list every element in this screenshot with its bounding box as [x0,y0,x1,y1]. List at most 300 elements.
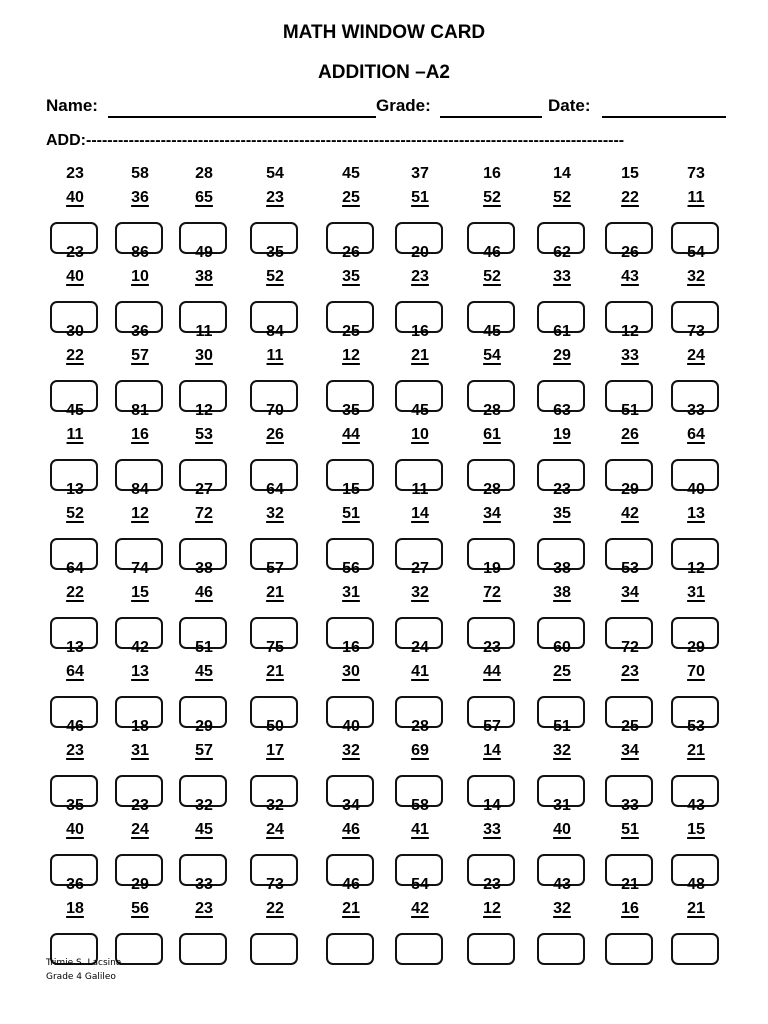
addend-bottom-value: 23 [66,742,84,759]
addend-bottom-value: 69 [411,742,429,759]
addend-bottom [395,427,445,443]
addend-top: 45 [66,402,84,419]
addend-bottom-value: 33 [621,347,639,364]
addend-bottom [250,743,300,759]
addend-bottom [115,664,165,680]
addend-bottom [537,269,587,285]
addend-bottom [179,901,229,917]
addend-bottom-value: 12 [483,900,501,917]
addend-bottom-value: 19 [553,426,571,443]
addend-bottom-value: 40 [66,189,84,206]
addend-bottom [50,269,100,285]
addend-top: 36 [131,323,149,340]
addend-bottom [605,822,655,838]
addend-bottom-value: 32 [687,268,705,285]
addend-top: 57 [483,718,501,735]
addend-top: 54 [687,244,705,261]
answer-box[interactable] [395,933,443,965]
answer-box[interactable] [467,933,515,965]
addend-top: 23 [131,797,149,814]
author-credit: Trimie S. Lacsina [46,958,122,968]
addend-bottom [671,585,721,601]
addend-top: 51 [195,639,213,656]
addend-top: 23 [66,244,84,261]
addend-top: 16 [342,639,360,656]
addend-top: 13 [66,639,84,656]
addend-bottom [605,506,655,522]
addend-bottom [395,901,445,917]
addend-top: 54 [266,165,284,182]
addend-bottom-value: 51 [621,821,639,838]
addend-bottom-value: 52 [66,505,84,522]
addend-top: 21 [621,876,639,893]
addend-top: 34 [342,797,360,814]
addend-top: 33 [195,876,213,893]
addend-bottom-value: 38 [553,584,571,601]
addend-bottom-value: 45 [195,663,213,680]
addend-top: 50 [266,718,284,735]
addend-top: 61 [553,323,571,340]
addend-bottom [605,585,655,601]
addend-top: 35 [66,797,84,814]
addend-bottom-value: 24 [131,821,149,838]
addend-bottom-value: 32 [342,742,360,759]
addend-bottom [395,348,445,364]
addend-top: 63 [553,402,571,419]
addend-bottom [395,822,445,838]
addend-bottom-value: 51 [411,189,429,206]
addend-bottom [671,664,721,680]
addend-bottom-value: 31 [131,742,149,759]
addend-bottom [50,506,100,522]
addend-bottom-value: 64 [66,663,84,680]
addend-bottom-value: 51 [342,505,360,522]
addend-bottom-value: 36 [131,189,149,206]
addend-top: 29 [131,876,149,893]
addend-bottom [179,743,229,759]
addend-bottom [605,743,655,759]
addend-bottom-value: 52 [483,268,501,285]
answer-box[interactable] [605,933,653,965]
addend-top: 54 [411,876,429,893]
addend-bottom-value: 33 [553,268,571,285]
addend-top: 57 [266,560,284,577]
addend-bottom-value: 40 [66,268,84,285]
addend-bottom-value: 72 [483,584,501,601]
addend-bottom [467,822,517,838]
addend-bottom-value: 21 [266,584,284,601]
addend-bottom [50,585,100,601]
addend-bottom-value: 22 [66,584,84,601]
addend-bottom [537,190,587,206]
addend-bottom-value: 42 [411,900,429,917]
addend-bottom [115,585,165,601]
addend-bottom-value: 41 [411,663,429,680]
addend-top: 26 [342,244,360,261]
addend-top: 84 [266,323,284,340]
addend-bottom [395,190,445,206]
addend-top: 31 [553,797,571,814]
addend-bottom [671,822,721,838]
addend-bottom [115,506,165,522]
addend-bottom-value: 32 [553,900,571,917]
addend-bottom-value: 23 [621,663,639,680]
addend-bottom-value: 26 [266,426,284,443]
addend-top: 28 [195,165,213,182]
addend-bottom [250,269,300,285]
addend-bottom [671,269,721,285]
addend-top: 73 [687,323,705,340]
addend-top: 12 [621,323,639,340]
worksheet-title: MATH WINDOW CARD [282,22,486,43]
addend-top: 74 [131,560,149,577]
addend-bottom-value: 14 [411,505,429,522]
addend-bottom-value: 17 [266,742,284,759]
addend-bottom-value: 25 [553,663,571,680]
addend-top: 84 [131,481,149,498]
addend-top: 37 [411,165,429,182]
addend-top: 12 [195,402,213,419]
addend-top: 26 [621,244,639,261]
addend-bottom [605,190,655,206]
addend-top: 23 [483,876,501,893]
add-instruction: ADD:----------------------------------------------------------------------------------------------------- [46,132,625,149]
addend-top: 53 [621,560,639,577]
addend-top: 29 [195,718,213,735]
addend-top: 18 [131,718,149,735]
addend-bottom [179,506,229,522]
addend-bottom [50,348,100,364]
addend-top: 27 [195,481,213,498]
addend-top: 20 [411,244,429,261]
addend-top: 58 [411,797,429,814]
addend-bottom [250,664,300,680]
addend-bottom-value: 24 [266,821,284,838]
addend-bottom-value: 34 [621,742,639,759]
addend-bottom-value: 21 [342,900,360,917]
addend-bottom-value: 21 [411,347,429,364]
addend-bottom-value: 43 [621,268,639,285]
addend-bottom [50,664,100,680]
addend-bottom-value: 52 [483,189,501,206]
addend-top: 49 [195,244,213,261]
addend-top: 32 [266,797,284,814]
addend-bottom-value: 21 [266,663,284,680]
addend-bottom [326,190,376,206]
addend-bottom-value: 57 [195,742,213,759]
addend-top: 73 [266,876,284,893]
addend-bottom [326,901,376,917]
addend-top: 28 [483,402,501,419]
grade-label: Grade: [376,96,431,115]
addend-top: 16 [411,323,429,340]
addend-bottom [467,506,517,522]
addend-top: 36 [66,876,84,893]
addend-bottom-value: 22 [621,189,639,206]
name-label: Name: [46,96,98,115]
addend-bottom-value: 12 [342,347,360,364]
addend-bottom-value: 40 [553,821,571,838]
addend-bottom [115,190,165,206]
addend-bottom-value: 24 [687,347,705,364]
addend-bottom-value: 35 [553,505,571,522]
addend-bottom [671,506,721,522]
addend-top: 12 [687,560,705,577]
addend-top: 45 [411,402,429,419]
addend-bottom-value: 22 [266,900,284,917]
addend-bottom [250,190,300,206]
addend-bottom-value: 56 [131,900,149,917]
addend-top: 53 [687,718,705,735]
addend-bottom [537,743,587,759]
addend-bottom [671,427,721,443]
addend-top: 29 [621,481,639,498]
addend-bottom-value: 15 [131,584,149,601]
addend-top: 46 [342,876,360,893]
addend-bottom [537,901,587,917]
addend-bottom [326,822,376,838]
addend-bottom-value: 25 [342,189,360,206]
addend-top: 16 [483,165,501,182]
addend-bottom-value: 46 [195,584,213,601]
answer-box[interactable] [179,933,227,965]
addend-top: 45 [342,165,360,182]
addend-bottom [179,585,229,601]
addend-top: 25 [621,718,639,735]
addend-bottom [467,664,517,680]
addend-top: 45 [483,323,501,340]
addend-bottom [179,427,229,443]
addend-bottom [537,585,587,601]
addend-bottom [605,269,655,285]
addend-top: 56 [342,560,360,577]
addend-bottom [50,822,100,838]
addend-bottom [605,348,655,364]
addend-bottom [50,190,100,206]
addend-bottom [395,269,445,285]
addend-bottom-value: 10 [131,268,149,285]
addend-bottom-value: 52 [553,189,571,206]
addend-bottom-value: 34 [483,505,501,522]
addend-bottom-value: 70 [687,663,705,680]
addend-bottom [326,585,376,601]
addend-top: 86 [131,244,149,261]
addend-bottom [467,427,517,443]
addend-top: 15 [342,481,360,498]
addend-bottom-value: 10 [411,426,429,443]
addend-bottom [326,743,376,759]
addend-bottom [250,506,300,522]
addend-top: 40 [342,718,360,735]
addend-top: 23 [483,639,501,656]
addend-bottom-value: 30 [195,347,213,364]
addend-top: 38 [195,560,213,577]
addend-bottom [326,664,376,680]
answer-box[interactable] [537,933,585,965]
addend-bottom [50,743,100,759]
date-label: Date: [548,96,591,115]
addend-bottom-value: 41 [411,821,429,838]
addend-bottom [467,901,517,917]
addend-bottom-value: 23 [266,189,284,206]
addend-bottom-value: 18 [66,900,84,917]
addend-bottom [250,585,300,601]
addend-bottom [671,901,721,917]
addend-bottom-value: 31 [687,584,705,601]
addend-bottom [250,822,300,838]
addend-bottom [605,427,655,443]
addend-bottom [671,190,721,206]
addend-bottom-value: 29 [553,347,571,364]
addend-top: 64 [66,560,84,577]
addend-top: 64 [266,481,284,498]
section-credit: Grade 4 Galileo [46,972,116,982]
addend-bottom [115,269,165,285]
addend-bottom [326,427,376,443]
addend-top: 32 [195,797,213,814]
addend-top: 27 [411,560,429,577]
addend-top: 29 [687,639,705,656]
addend-bottom-value: 23 [195,900,213,917]
addend-bottom-value: 46 [342,821,360,838]
addend-bottom-value: 12 [131,505,149,522]
addend-bottom [395,743,445,759]
addend-bottom [467,269,517,285]
addend-top: 14 [553,165,571,182]
addend-bottom-value: 57 [131,347,149,364]
addend-top: 46 [483,244,501,261]
addend-top: 33 [621,797,639,814]
addend-top: 42 [131,639,149,656]
addend-bottom-value: 11 [66,426,84,443]
answer-box[interactable] [250,933,298,965]
addend-bottom [326,506,376,522]
addend-bottom-value: 11 [687,189,705,206]
addend-bottom-value: 61 [483,426,501,443]
addend-bottom [467,348,517,364]
addend-bottom [326,348,376,364]
addend-top: 58 [131,165,149,182]
addend-top: 25 [342,323,360,340]
addend-bottom-value: 45 [195,821,213,838]
addend-top: 11 [411,481,429,498]
addend-top: 43 [553,876,571,893]
worksheet-subtitle: ADDITION –A2 [318,62,450,83]
answer-box[interactable] [671,933,719,965]
addend-bottom-value: 30 [342,663,360,680]
addend-bottom-value: 32 [411,584,429,601]
addend-bottom-value: 23 [411,268,429,285]
addend-bottom-value: 72 [195,505,213,522]
addend-bottom-value: 22 [66,347,84,364]
addend-top: 19 [483,560,501,577]
addend-bottom-value: 13 [131,663,149,680]
addend-bottom [250,348,300,364]
addend-bottom-value: 21 [687,900,705,917]
addend-top: 60 [553,639,571,656]
addend-top: 24 [411,639,429,656]
addend-top: 75 [266,639,284,656]
addend-bottom [395,585,445,601]
addend-bottom-value: 35 [342,268,360,285]
addend-bottom [537,822,587,838]
addend-bottom [50,901,100,917]
addend-bottom-value: 38 [195,268,213,285]
addend-top: 23 [66,165,84,182]
addend-top: 70 [266,402,284,419]
addend-bottom-value: 65 [195,189,213,206]
addend-top: 15 [621,165,639,182]
addend-bottom [50,427,100,443]
addend-top: 35 [266,244,284,261]
addend-bottom-value: 40 [66,821,84,838]
addend-bottom [179,664,229,680]
addend-bottom-value: 32 [553,742,571,759]
addend-bottom [326,269,376,285]
addend-bottom-value: 32 [266,505,284,522]
addend-bottom [537,506,587,522]
addend-bottom [250,427,300,443]
addend-bottom-value: 33 [483,821,501,838]
addend-bottom [467,743,517,759]
addend-bottom-value: 42 [621,505,639,522]
addend-top: 28 [483,481,501,498]
addend-bottom-value: 26 [621,426,639,443]
addend-top: 14 [483,797,501,814]
addend-bottom [467,190,517,206]
addend-bottom [179,190,229,206]
addend-bottom [179,269,229,285]
addend-bottom [115,901,165,917]
addend-bottom [671,743,721,759]
addend-bottom-value: 14 [483,742,501,759]
addend-top: 11 [195,323,213,340]
addend-top: 35 [342,402,360,419]
addend-top: 38 [553,560,571,577]
addend-bottom-value: 53 [195,426,213,443]
addend-bottom [671,348,721,364]
addend-bottom [395,664,445,680]
addend-bottom [250,901,300,917]
addend-top: 46 [66,718,84,735]
addend-top: 51 [553,718,571,735]
addend-bottom-value: 13 [687,505,705,522]
addend-bottom-value: 31 [342,584,360,601]
addend-bottom [115,427,165,443]
addend-top: 51 [621,402,639,419]
addend-bottom-value: 52 [266,268,284,285]
answer-box[interactable] [115,933,163,965]
addend-top: 73 [687,165,705,182]
answer-box[interactable] [326,933,374,965]
addend-bottom [179,822,229,838]
addend-bottom-value: 34 [621,584,639,601]
addend-top: 81 [131,402,149,419]
addend-bottom [395,506,445,522]
addend-top: 30 [66,323,84,340]
addend-bottom [467,585,517,601]
addend-top: 28 [411,718,429,735]
addend-bottom-value: 64 [687,426,705,443]
addend-bottom [537,427,587,443]
addend-top: 13 [66,481,84,498]
addend-bottom-value: 21 [687,742,705,759]
addend-top: 23 [553,481,571,498]
addend-bottom [115,743,165,759]
addend-top: 40 [687,481,705,498]
addend-bottom [179,348,229,364]
addend-top: 33 [687,402,705,419]
